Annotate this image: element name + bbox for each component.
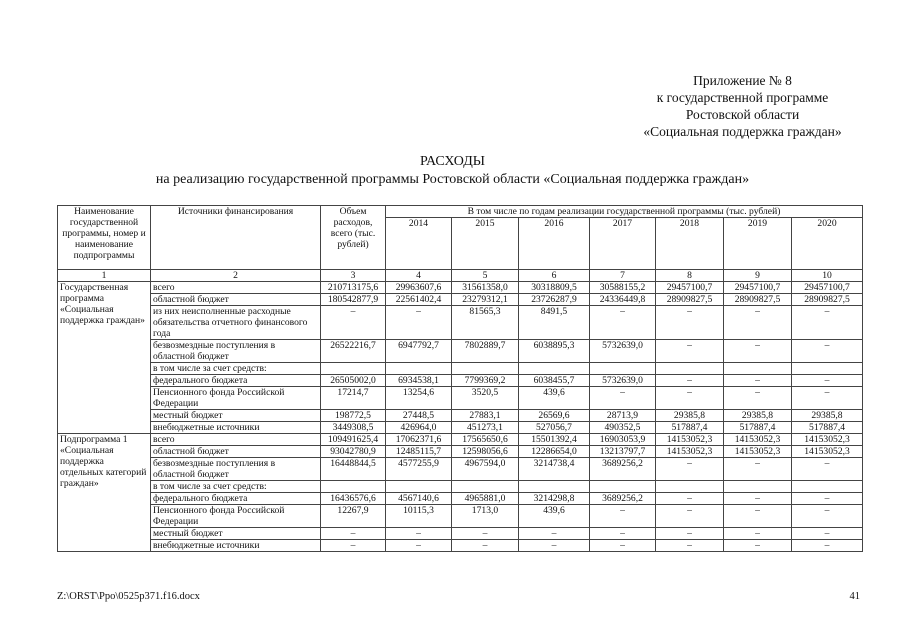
page-number: 41 — [849, 591, 860, 602]
value-cell: 439,6 — [519, 505, 590, 528]
value-cell: 28713,9 — [590, 410, 656, 422]
value-cell: 31561358,0 — [452, 282, 519, 294]
table-row — [58, 282, 863, 294]
value-cell — [792, 363, 863, 375]
value-cell: – — [792, 458, 863, 481]
table-row — [58, 422, 863, 434]
year-header: 2020 — [792, 218, 863, 270]
value-cell: 17214,7 — [321, 387, 386, 410]
value-cell: 28909827,5 — [792, 294, 863, 306]
value-cell — [519, 363, 590, 375]
value-cell: 27883,1 — [452, 410, 519, 422]
value-cell: 3689256,2 — [590, 458, 656, 481]
value-cell: – — [792, 493, 863, 505]
value-cell: – — [519, 528, 590, 540]
table-row — [58, 493, 863, 505]
value-cell: – — [590, 387, 656, 410]
value-cell — [386, 481, 452, 493]
table-body — [58, 282, 863, 552]
value-cell: 16448844,5 — [321, 458, 386, 481]
value-cell: 17062371,6 — [386, 434, 452, 446]
year-header: 2016 — [519, 218, 590, 270]
value-cell: 180542877,9 — [321, 294, 386, 306]
table-row — [58, 481, 863, 493]
value-cell — [386, 363, 452, 375]
value-cell: 15501392,4 — [519, 434, 590, 446]
value-cell: 6934538,1 — [386, 375, 452, 387]
table-row — [58, 505, 863, 528]
value-cell — [321, 481, 386, 493]
funding-source-cell: областной бюджет — [151, 294, 321, 306]
value-cell: 6038455,7 — [519, 375, 590, 387]
value-cell: 29963607,6 — [386, 282, 452, 294]
value-cell: 527056,7 — [519, 422, 590, 434]
value-cell: 6947792,7 — [386, 340, 452, 363]
value-cell: 13254,6 — [386, 387, 452, 410]
table-row — [58, 458, 863, 481]
funding-source-cell: безвозмездные поступления в областной бюджет — [151, 458, 321, 481]
table-row — [58, 410, 863, 422]
value-cell: 29385,8 — [724, 410, 792, 422]
value-cell: 4567140,6 — [386, 493, 452, 505]
value-cell: 439,6 — [519, 387, 590, 410]
funding-source-cell: в том числе за счет средств: — [151, 481, 321, 493]
value-cell: 10115,3 — [386, 505, 452, 528]
value-cell: – — [792, 375, 863, 387]
value-cell: – — [724, 528, 792, 540]
value-cell: – — [792, 528, 863, 540]
value-cell: 30318809,5 — [519, 282, 590, 294]
column-number: 10 — [792, 270, 863, 282]
value-cell: 27448,5 — [386, 410, 452, 422]
value-cell: 24336449,8 — [590, 294, 656, 306]
value-cell: – — [656, 306, 724, 340]
funding-source-cell: Пенсионного фонда Российской Федерации — [151, 387, 321, 410]
value-cell: 81565,3 — [452, 306, 519, 340]
funding-source-cell: внебюджетные источники — [151, 422, 321, 434]
value-cell: – — [519, 540, 590, 552]
value-cell: 517887,4 — [792, 422, 863, 434]
title-line-2: на реализацию государственной программы Ростовской области «Социальная поддержка граждан» — [155, 172, 750, 187]
value-cell: 490352,5 — [590, 422, 656, 434]
funding-source-cell: областной бюджет — [151, 446, 321, 458]
file-path: Z:\ORST\Ppo\0525p371.f16.docx — [57, 591, 200, 602]
value-cell — [724, 481, 792, 493]
value-cell: – — [321, 306, 386, 340]
funding-source-cell: Пенсионного фонда Российской Федерации — [151, 505, 321, 528]
value-cell — [656, 363, 724, 375]
value-cell: – — [321, 528, 386, 540]
value-cell: – — [386, 306, 452, 340]
value-cell: 26569,6 — [519, 410, 590, 422]
appendix-header — [625, 72, 860, 140]
value-cell: 109491625,4 — [321, 434, 386, 446]
value-cell: – — [724, 505, 792, 528]
value-cell: 29457100,7 — [792, 282, 863, 294]
funding-source-cell: местный бюджет — [151, 410, 321, 422]
value-cell: – — [792, 505, 863, 528]
value-cell: 14153052,3 — [724, 446, 792, 458]
value-cell: 28909827,5 — [724, 294, 792, 306]
value-cell: 16903053,9 — [590, 434, 656, 446]
value-cell: 26505002,0 — [321, 375, 386, 387]
value-cell: 28909827,5 — [656, 294, 724, 306]
table-row — [58, 387, 863, 410]
value-cell: – — [656, 458, 724, 481]
header-program-name: Наименование государственной программы, номер и наименование подпрограммы — [58, 206, 151, 270]
value-cell: 23726287,9 — [519, 294, 590, 306]
program-name-cell: Государственная программа «Социальная поддержка граждан» — [58, 282, 151, 434]
appendix-line-4: «Социальная поддержка граждан» — [643, 124, 842, 139]
value-cell: 4577255,9 — [386, 458, 452, 481]
value-cell: 426964,0 — [386, 422, 452, 434]
funding-source-cell: из них неисполненные расходные обязательства отчетного финансового года — [151, 306, 321, 340]
funding-source-cell: федерального бюджета — [151, 493, 321, 505]
column-number: 8 — [656, 270, 724, 282]
year-header: 2018 — [656, 218, 724, 270]
value-cell: 3449308,5 — [321, 422, 386, 434]
value-cell: 12598056,6 — [452, 446, 519, 458]
value-cell: – — [590, 528, 656, 540]
column-number: 4 — [386, 270, 452, 282]
table-row — [58, 434, 863, 446]
value-cell: – — [656, 340, 724, 363]
value-cell: 17565650,6 — [452, 434, 519, 446]
value-cell: – — [656, 375, 724, 387]
funding-source-cell: безвозмездные поступления в областной бюджет — [151, 340, 321, 363]
year-header: 2015 — [452, 218, 519, 270]
program-name-cell: Подпрограмма 1 «Социальная поддержка отдельных категорий граждан» — [58, 434, 151, 552]
value-cell: 14153052,3 — [792, 446, 863, 458]
column-number: 7 — [590, 270, 656, 282]
value-cell: – — [724, 375, 792, 387]
table-row — [58, 540, 863, 552]
value-cell: 93042780,9 — [321, 446, 386, 458]
value-cell: 5732639,0 — [590, 375, 656, 387]
value-cell: 22561402,4 — [386, 294, 452, 306]
value-cell: 7799369,2 — [452, 375, 519, 387]
value-cell: – — [386, 528, 452, 540]
value-cell: – — [590, 306, 656, 340]
value-cell: – — [656, 387, 724, 410]
value-cell: – — [792, 340, 863, 363]
funding-source-cell: всего — [151, 282, 321, 294]
value-cell: 30588155,2 — [590, 282, 656, 294]
appendix-line-2: к государственной программе — [656, 90, 829, 105]
table-row — [58, 363, 863, 375]
table-row — [58, 294, 863, 306]
value-cell: – — [321, 540, 386, 552]
value-cell: – — [724, 306, 792, 340]
appendix-line-1: Приложение № 8 — [693, 73, 792, 88]
column-number: 9 — [724, 270, 792, 282]
value-cell: 198772,5 — [321, 410, 386, 422]
value-cell: 29385,8 — [792, 410, 863, 422]
column-number: 3 — [321, 270, 386, 282]
value-cell: 29457100,7 — [656, 282, 724, 294]
funding-source-cell: в том числе за счет средств: — [151, 363, 321, 375]
value-cell — [590, 481, 656, 493]
value-cell: – — [656, 540, 724, 552]
value-cell: 3214298,8 — [519, 493, 590, 505]
year-header: 2019 — [724, 218, 792, 270]
value-cell: – — [590, 505, 656, 528]
column-number: 2 — [151, 270, 321, 282]
column-number: 6 — [519, 270, 590, 282]
value-cell: – — [656, 505, 724, 528]
value-cell: 12485115,7 — [386, 446, 452, 458]
year-header: 2014 — [386, 218, 452, 270]
value-cell: – — [656, 528, 724, 540]
expenses-table — [57, 205, 863, 552]
value-cell: 3689256,2 — [590, 493, 656, 505]
funding-source-cell: местный бюджет — [151, 528, 321, 540]
value-cell: – — [792, 306, 863, 340]
value-cell: 12267,9 — [321, 505, 386, 528]
value-cell: 8491,5 — [519, 306, 590, 340]
title-line-1: РАСХОДЫ — [420, 154, 485, 169]
value-cell: – — [656, 493, 724, 505]
value-cell: 7802889,7 — [452, 340, 519, 363]
value-cell: 12286654,0 — [519, 446, 590, 458]
value-cell: – — [386, 540, 452, 552]
appendix-line-3: Ростовской области — [685, 107, 800, 122]
value-cell: 6038895,3 — [519, 340, 590, 363]
value-cell: – — [724, 340, 792, 363]
value-cell: 29385,8 — [656, 410, 724, 422]
table-row — [58, 446, 863, 458]
funding-source-cell: федерального бюджета — [151, 375, 321, 387]
value-cell: 5732639,0 — [590, 340, 656, 363]
value-cell: 1713,0 — [452, 505, 519, 528]
value-cell: – — [724, 493, 792, 505]
value-cell: – — [724, 458, 792, 481]
table-row — [58, 528, 863, 540]
value-cell: – — [792, 540, 863, 552]
value-cell: 517887,4 — [656, 422, 724, 434]
funding-source-cell: всего — [151, 434, 321, 446]
funding-source-cell: внебюджетные источники — [151, 540, 321, 552]
value-cell: 14153052,3 — [724, 434, 792, 446]
value-cell — [321, 363, 386, 375]
value-cell: 13213797,7 — [590, 446, 656, 458]
value-cell: 14153052,3 — [656, 446, 724, 458]
table-row — [58, 340, 863, 363]
value-cell: – — [452, 540, 519, 552]
value-cell — [519, 481, 590, 493]
value-cell: 16436576,6 — [321, 493, 386, 505]
value-cell: 23279312,1 — [452, 294, 519, 306]
value-cell: 451273,1 — [452, 422, 519, 434]
header-by-years: В том числе по годам реализации государственной программы (тыс. рублей) — [386, 206, 863, 218]
value-cell: – — [724, 387, 792, 410]
value-cell — [656, 481, 724, 493]
value-cell — [590, 363, 656, 375]
header-total: Объем расходов, всего (тыс. рублей) — [321, 206, 386, 270]
value-cell — [724, 363, 792, 375]
header-funding-source: Источники финансирования — [151, 206, 321, 270]
value-cell: – — [590, 540, 656, 552]
value-cell: 4965881,0 — [452, 493, 519, 505]
year-header: 2017 — [590, 218, 656, 270]
value-cell: – — [452, 528, 519, 540]
value-cell: 517887,4 — [724, 422, 792, 434]
value-cell — [452, 363, 519, 375]
value-cell: 210713175,6 — [321, 282, 386, 294]
value-cell — [452, 481, 519, 493]
value-cell: 4967594,0 — [452, 458, 519, 481]
table-row — [58, 306, 863, 340]
value-cell — [792, 481, 863, 493]
value-cell: 29457100,7 — [724, 282, 792, 294]
value-cell: 3520,5 — [452, 387, 519, 410]
column-number: 1 — [58, 270, 151, 282]
column-numbers-row — [58, 270, 863, 282]
column-number: 5 — [452, 270, 519, 282]
value-cell: 3214738,4 — [519, 458, 590, 481]
value-cell: 26522216,7 — [321, 340, 386, 363]
value-cell: 14153052,3 — [656, 434, 724, 446]
table-row — [58, 375, 863, 387]
value-cell: – — [792, 387, 863, 410]
value-cell: 14153052,3 — [792, 434, 863, 446]
value-cell: – — [724, 540, 792, 552]
